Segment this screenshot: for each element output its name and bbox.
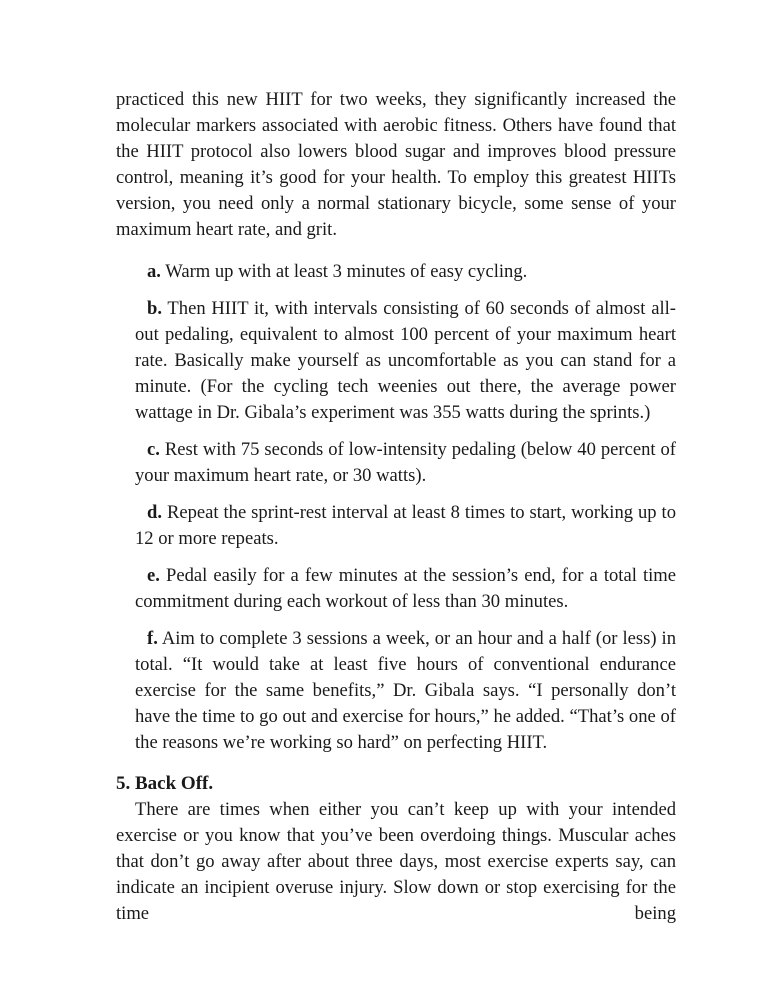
list-item — [135, 626, 676, 756]
step-text: Repeat the sprint-rest interval at least 8 times to start, working up to 12 or more repeats. — [135, 502, 676, 549]
list-item — [135, 296, 676, 426]
step-text: Then HIIT it, with intervals consisting of 60 seconds of almost all-out pedaling, equivalent to almost 100 percent of your maximum heart rate. Basically make yourself as uncomfortable as you can stand for a minute. (For the cycling tech weenies out there, the average power wattage in Dr. Gibala’s experiment was 355 watts during the sprints.) — [135, 298, 676, 423]
hiit-steps-list — [116, 259, 676, 756]
intro-paragraph: practiced this new HIIT for two weeks, they significantly increased the molecular markers associated with aerobic fitness. Others have found that the HIIT protocol also lowers blood sugar and improves blood pressure control, meaning it’s good for your health. To employ this greatest HIITs version, you need only a normal stationary bicycle, some sense of your maximum heart rate, and grit. — [116, 89, 676, 240]
document-page — [116, 87, 676, 927]
step-text: Rest with 75 seconds of low-intensity pedaling (below 40 percent of your maximum heart rate, or 30 watts). — [135, 439, 676, 486]
step-text: Aim to complete 3 sessions a week, or an hour and a half (or less) in total. “It would take at least five hours of conventional endurance exercise for the same benefits,” Dr. Gibala says. “I personally don’t have the time to go out and exercise for hours,” he added. “That’s one of the reasons we’re working so hard” on perfecting HIIT. — [135, 628, 676, 753]
step-text: Pedal easily for a few minutes at the session’s end, for a total time commitment during each workout of less than 30 minutes. — [135, 565, 676, 612]
step-letter: a. — [147, 261, 161, 282]
step-letter: b. — [147, 298, 162, 319]
list-item — [135, 563, 676, 615]
step-letter: e. — [147, 565, 160, 586]
section-body-paragraph: There are times when either you can’t keep up with your intended exercise or you know that you’ve been overdoing things. Muscular aches that don’t go away after about three days, most exercise experts say, can indicate an incipient overuse injury. Slow down or stop exercising for the time being — [116, 799, 676, 924]
list-item — [135, 259, 676, 285]
step-letter: c. — [147, 439, 160, 460]
step-text: Warm up with at least 3 minutes of easy cycling. — [165, 261, 528, 282]
step-letter: f. — [147, 628, 158, 649]
step-letter: d. — [147, 502, 162, 523]
list-item — [135, 437, 676, 489]
section-heading: 5. Back Off. — [116, 773, 214, 794]
list-item — [135, 500, 676, 552]
